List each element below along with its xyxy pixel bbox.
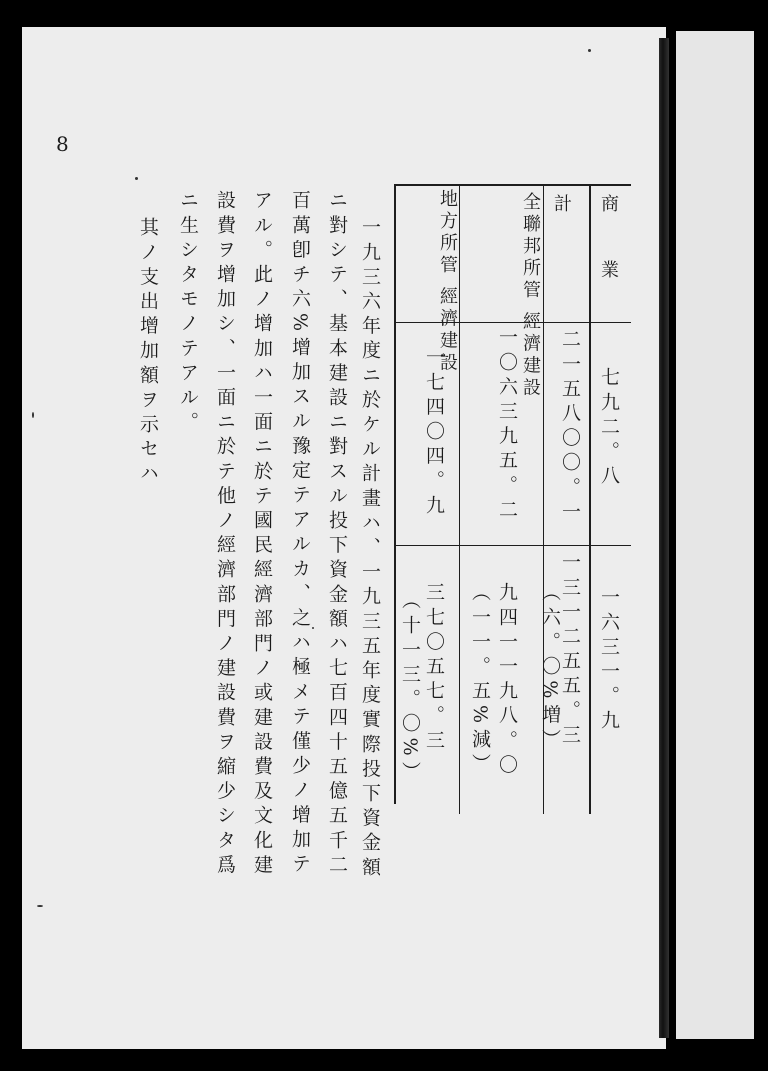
print-speck xyxy=(37,905,43,907)
row-change-total: 一三一二五五。三 xyxy=(559,552,581,749)
table-col-rule xyxy=(589,184,591,814)
row-value-federal: 一〇六三九五。二 xyxy=(496,327,518,524)
print-speck xyxy=(32,412,34,418)
row-change-federal: 九四一一九八。〇 xyxy=(496,582,518,779)
print-speck xyxy=(312,627,314,629)
row-change-local: 三七〇五七。三 xyxy=(423,582,445,755)
row-head-commerce: 商 業 xyxy=(598,194,619,282)
adjacent-page-edge xyxy=(676,31,754,1039)
table-mid-rule xyxy=(394,545,631,546)
row-change-local-pct: （十一三。〇%） xyxy=(399,590,421,786)
text-line: ニ生シタモノテアル。 xyxy=(177,190,199,436)
table-top-rule xyxy=(394,184,631,186)
print-speck xyxy=(588,49,591,52)
text-line: アル。此ノ增加ハ一面ニ於テ國民經濟部門ノ或建設費及文化建 xyxy=(251,190,273,879)
text-line: 設費ヲ增加シ、一面ニ於テ他ノ經濟部門ノ建設費ヲ縮少シタ爲 xyxy=(214,190,236,879)
row-head-local: 地方所管 經濟建設 xyxy=(437,189,458,375)
book-gutter xyxy=(659,38,669,1038)
book-page xyxy=(22,27,666,1049)
row-head-federal: 全聯邦所管 經濟建設 xyxy=(520,192,541,400)
row-value-commerce: 七九二。八 xyxy=(598,367,620,490)
text-line: 一九三六年度ニ於ケル計畫ハ、一九三五年度實際投下資金額 xyxy=(359,217,381,882)
row-change-commerce: 一六三一。九 xyxy=(598,587,620,735)
text-line: 百萬卽チ六%增加スル豫定テアルカ、之ハ極メテ僅少ノ增加テ xyxy=(289,190,311,878)
text-line: ニ對シテ、基本建設ニ對スル投下資金額ハ七百四十五億五千二 xyxy=(326,190,348,879)
row-change-federal-pct: （一一。五%減） xyxy=(469,582,491,778)
table-left-border xyxy=(394,184,396,804)
row-head-total: 計 xyxy=(551,194,572,216)
row-change-total-pct: （六。〇%増） xyxy=(539,582,561,754)
table-col-rule xyxy=(459,184,460,814)
print-speck xyxy=(135,177,138,180)
text-line: 其ノ支出增加額ヲ示セハ xyxy=(137,217,159,488)
page-number: 8 xyxy=(56,132,69,156)
row-value-total: 二一五八〇〇。一 xyxy=(559,329,581,526)
row-value-local: 一七四〇四。九 xyxy=(423,347,445,520)
